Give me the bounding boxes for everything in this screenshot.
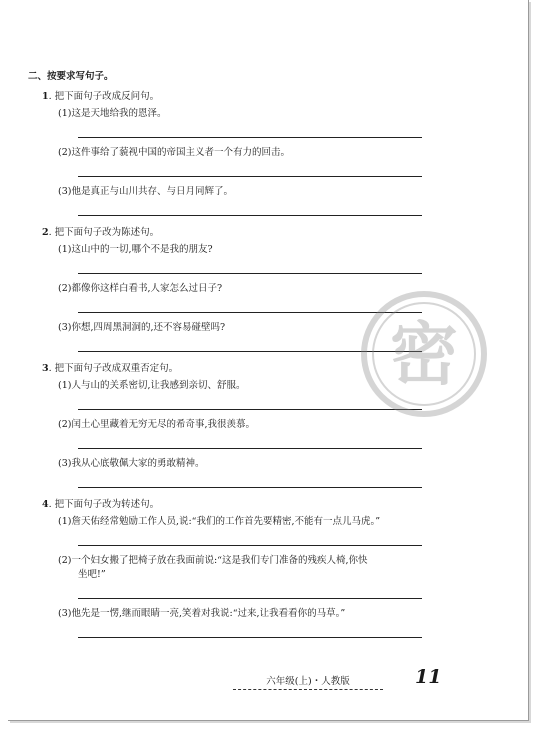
confidential-stamp-icon — [360, 290, 488, 418]
sentence-item: (3)我从心底敬佩大家的勇敢精神。 — [58, 458, 205, 469]
sentence-item: (1)这是天地给我的恩泽。 — [58, 108, 167, 119]
answer-line[interactable] — [78, 621, 422, 638]
question-instruction: . 把下面句子改为陈述句。 — [48, 227, 160, 238]
question-number: 3 — [42, 363, 49, 374]
question-number: 2 — [42, 227, 49, 238]
sentence-continuation: 坐吧!” — [78, 569, 106, 580]
sentence-item: (1)詹天佑经常勉励工作人员,说:“我们的工作首先要精密,不能有一点儿马虎。” — [58, 516, 381, 527]
answer-line[interactable] — [78, 121, 422, 138]
sentence-item: (2)一个妇女搬了把椅子放在我面前说:“这是我们专门准备的残疾人椅,你快 — [58, 555, 368, 566]
sentence-item: (1)这山中的一切,哪个不是我的朋友? — [58, 244, 213, 255]
sentence-item: (3)他是真正与山川共存、与日月同辉了。 — [58, 186, 233, 197]
section-title: 二、按要求写句子。 — [28, 71, 114, 82]
answer-line[interactable] — [78, 160, 422, 177]
answer-line[interactable] — [78, 257, 422, 274]
grade-label: 六年级(上)・人教版 — [233, 673, 383, 690]
question-instruction: . 把下面句子改成双重否定句。 — [48, 363, 179, 374]
question-number: 1 — [42, 91, 49, 102]
question-instruction: . 把下面句子改为转述句。 — [48, 499, 160, 510]
answer-line[interactable] — [78, 432, 422, 449]
sentence-item: (3)他先是一愣,继而眼睛一亮,笑着对我说:“过来,让我看看你的马草。” — [58, 608, 346, 619]
sentence-item: (2)这件事给了藐视中国的帝国主义者一个有力的回击。 — [58, 147, 290, 158]
question-1-title — [42, 88, 462, 102]
question-instruction: . 把下面句子改成反问句。 — [48, 91, 160, 102]
workbook-page — [8, 0, 529, 721]
page-footer — [233, 668, 443, 688]
sentence-item: (2)都像你这样白看书,人家怎么过日子? — [58, 283, 223, 294]
question-2-title — [42, 224, 462, 238]
question-4-title — [42, 496, 462, 510]
page-number: 11 — [415, 666, 442, 688]
answer-line[interactable] — [78, 582, 422, 599]
sentence-item: (1)人与山的关系密切,让我感到亲切、舒服。 — [58, 380, 246, 391]
answer-line[interactable] — [78, 471, 422, 488]
answer-line[interactable] — [78, 529, 422, 546]
question-number: 4 — [42, 499, 49, 510]
sentence-item: (2)闰土心里藏着无穷无尽的希奇事,我很羡慕。 — [58, 419, 255, 430]
answer-line[interactable] — [78, 199, 422, 216]
sentence-item: (3)你想,四周黑洞洞的,还不容易碰壁吗? — [58, 322, 226, 333]
svg-text:密: 密 — [389, 316, 459, 395]
